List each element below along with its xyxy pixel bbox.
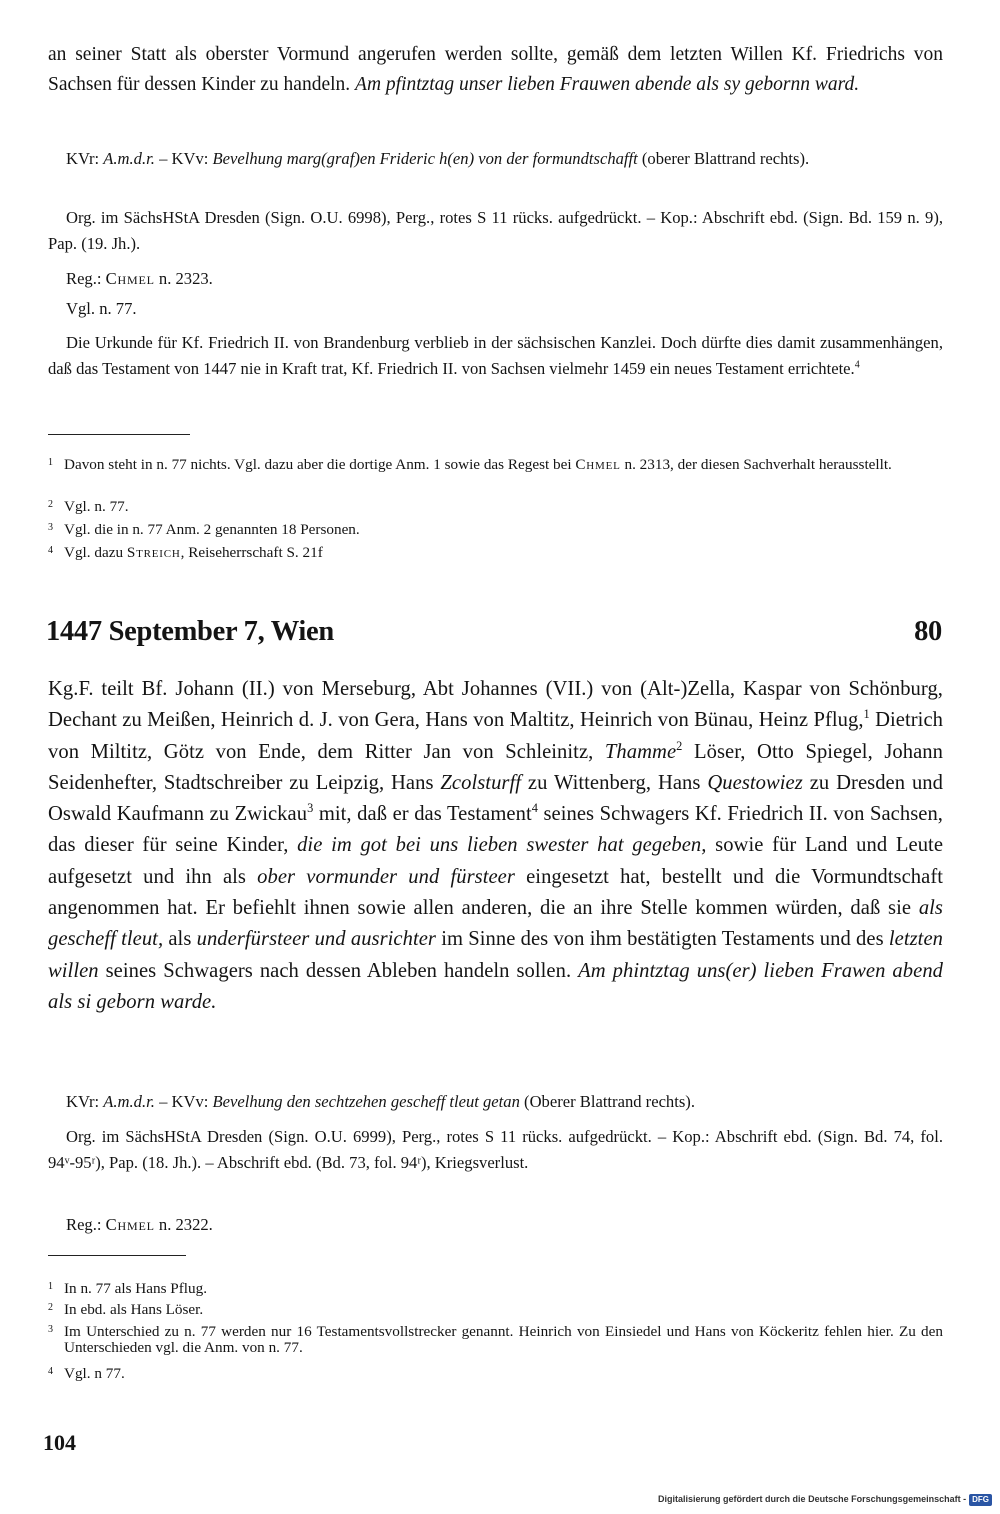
- entry-footnote: 3 Im Unterschied zu n. 77 werden nur 16 Testamentsvollstrecker genannt. Heinrich von Einsiedel und Hans von Köckeritz fehlen hier. Zu den Unterschieden vgl. die Anm. von n. 77.: [48, 1323, 943, 1356]
- entry-date-place: 1447 September 7, Wien: [46, 616, 334, 647]
- prev-vgl-line: Vgl. n. 77.: [66, 299, 137, 318]
- entry-original-line: Org. im SächsHStA Dresden (Sign. O.U. 6999), Perg., rotes S 11 rücks. aufgedrückt. – Kop.: Abschrift ebd. (Sign. Bd. 74, fol. 94ᵛ-95ʳ), Pap. (18. Jh.). – Abschrift ebd. (Bd. 73, fol. 94ʳ), Kriegsverlust.: [48, 1127, 943, 1172]
- entry-footnote: 1 In n. 77 als Hans Pflug.: [48, 1280, 208, 1297]
- intro-paragraph: [48, 40, 943, 100]
- prev-regest-line: Reg.: Chmel n. 2323.: [66, 269, 213, 288]
- prev-footnote: 2 Vgl. n. 77.: [48, 498, 129, 515]
- dfg-logo-icon: DFG: [969, 1494, 992, 1506]
- prev-kv-line: KVr: A.m.d.r. – KVv: Bevelhung marg(graf)en Frideric h(en) von der formundtschafft (oberer Blattrand rechts).: [66, 149, 810, 168]
- prev-note: Die Urkunde für Kf. Friedrich II. von Brandenburg verblieb in der sächsischen Kanzlei. Doch dürfte dies damit zusammenhängen, daß das Testament von 1447 nie in Kraft trat, Kf. Friedrich II. von Sachsen vielmehr 1459 ein neues Testament errichtete.$^4$: [48, 333, 943, 378]
- prev-footnote: 1 Davon steht in n. 77 nichts. Vgl. dazu aber die dortige Anm. 1 sowie das Regest bei Chmel n. 2313, der diesen Sachverhalt herausstellt.: [48, 456, 892, 473]
- footnote-divider: [48, 434, 190, 435]
- prev-footnote: 4 Vgl. dazu Streich, Reiseherrschaft S. 21f: [48, 544, 323, 561]
- prev-footnote: 3 Vgl. die in n. 77 Anm. 2 genannten 18 Personen.: [48, 521, 360, 538]
- dfg-credit: [658, 1492, 992, 1506]
- entry-kv-line: KVr: A.m.d.r. – KVv: Bevelhung den sechtzehen gescheff tleut getan (Oberer Blattrand rechts).: [66, 1092, 695, 1111]
- footnote-divider: [48, 1255, 186, 1256]
- entry-footnote: 4 Vgl. n 77.: [48, 1365, 125, 1382]
- dfg-credit-text: Digitalisierung gefördert durch die Deutsche Forschungsgemeinschaft -: [658, 1494, 967, 1504]
- intro-text: an seiner Statt als oberster Vormund angerufen werden sollte, gemäß dem letzten Willen Kf. Friedrichs von Sachsen für dessen Kinder zu handeln.: [48, 44, 943, 95]
- page-number: 104: [43, 1430, 76, 1455]
- entry-heading: [46, 612, 942, 652]
- entry-footnote: 2 In ebd. als Hans Löser.: [48, 1301, 204, 1318]
- entry-number: 80: [914, 616, 942, 647]
- entry-body: Kg.F. teilt Bf. Johann (II.) von Merseburg, Abt Johannes (VII.) von (Alt-)Zella, Kaspar von Schönburg, Dechant zu Meißen, Heinrich d. J. von Gera, Hans von Maltitz, Heinrich von Bünau, Heinz Pflug,$^1$ Dietrich von Miltitz, Götz von Ende, dem Ritter Jan von Schleinitz, Thamme$^2$ Löser, Otto Spiegel, Johann Seidenhefter, Stadtschreiber zu Leipzig, Hans Zcolsturff zu Wittenberg, Hans Questowiez zu Dresden und Oswald Kaufmann zu Zwickau$^3$ mit, daß er das Testament$^4$ seines Schwagers Kf. Friedrich II. von Sachsen, das dieser für seine Kinder, die im got bei uns lieben swester hat gegeben, sowie für Land und Leute aufgesetzt und ihn als ober vormunder und fürsteer eingesetzt hat, bestellt und die Vormundtschaft angenommen hat. Er befiehlt ihnen sowie allen anderen, die an ihre Stelle kommen würden, daß sie als gescheff tleut, als underfürsteer und ausrichter im Sinne des von ihm bestätigten Testaments und des letzten willen seines Schwagers nach dessen Ableben handeln sollen. Am phintztag uns(er) lieben Frawen abend als si geborn warde.: [48, 678, 944, 1013]
- prev-original-line: Org. im SächsHStA Dresden (Sign. O.U. 6998), Perg., rotes S 11 rücks. aufgedrückt. – Kop.: Abschrift ebd. (Sign. Bd. 159 n. 9), Pap. (19. Jh.).: [48, 208, 943, 253]
- entry-regest-line: Reg.: Chmel n. 2322.: [66, 1215, 213, 1234]
- intro-italic-text: Am pfintztag unser lieben Frauwen abende als sy gebornn ward.: [355, 74, 860, 95]
